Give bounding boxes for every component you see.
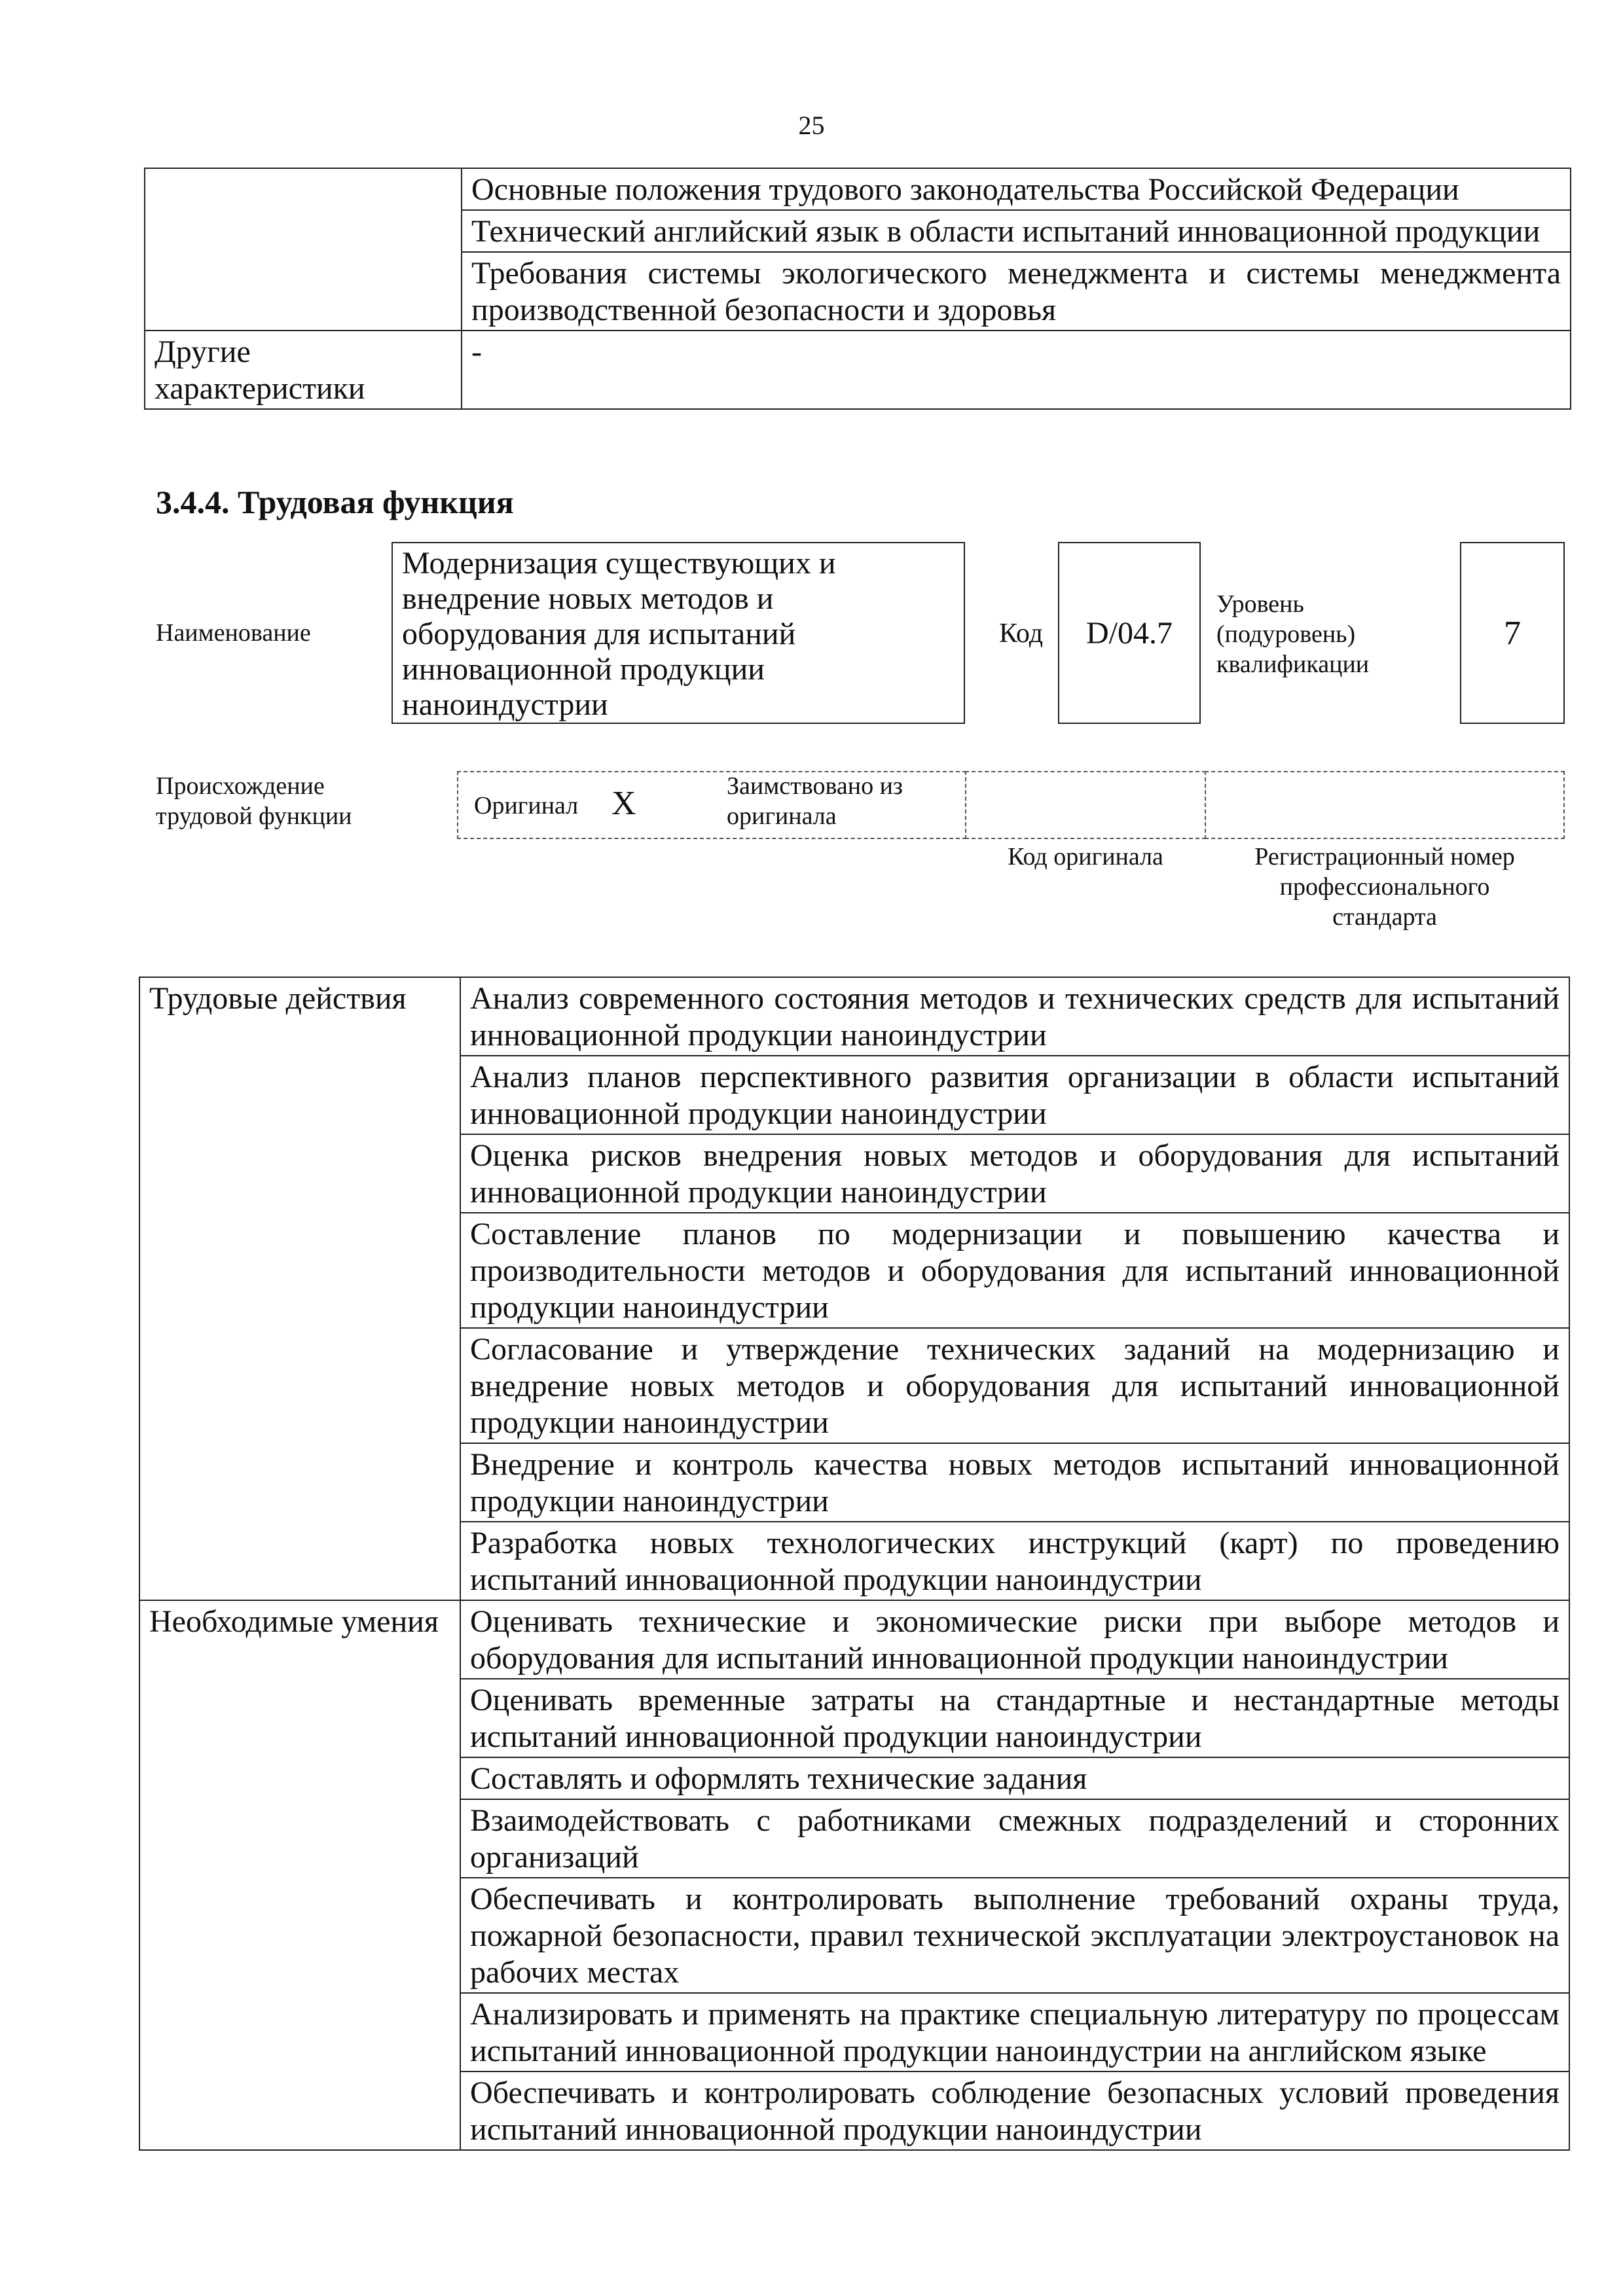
name-value: Модернизация существующих и внедрение новых методов и оборудования для испытаний инновационной продукции наноиндустрии [402,546,836,722]
skill-item: Обеспечивать и контролировать выполнение требований охраны труда, пожарной безопасности, правил технической эксплуатации электроустановок на рабочих местах [460,1878,1569,1993]
original-code-caption: Код оригинала [1008,843,1163,870]
name-value-box [392,542,965,724]
labor-action-item: Оценка рисков внедрения новых методов и оборудования для испытаний инновационной продукции наноиндустрии [460,1134,1569,1213]
labor-action-item: Составление планов по модернизации и повышению качества и производительности методов и оборудования для испытаний инновационной продукции наноиндустрии [460,1213,1569,1328]
code-label: Код [999,619,1044,649]
skill-item: Обеспечивать и контролировать соблюдение безопасных условий проведения испытаний инновационной продукции наноиндустрии [460,2072,1569,2150]
reg-number-caption: Регистрационный номер профессионального стандарта [1254,843,1515,931]
skill-item: Составлять и оформлять технические задания [460,1757,1569,1799]
origin-label: Происхождение трудовой функции [156,772,352,830]
borrowed-label: Заимствовано из оригинала [727,772,903,830]
labor-action-item: Согласование и утверждение технических заданий на модернизацию и внедрение новых методов и оборудования для испытаний инновационной продукции наноиндустрии [460,1328,1569,1443]
knowledge-item: Требования системы экологического менеджмента и системы менеджмента производственной безопасности и здоровья [462,252,1571,331]
skill-item: Оценивать технические и экономические риски при выборе методов и оборудования для испытаний инновационной продукции наноиндустрии [460,1600,1569,1679]
code-value-box [1058,542,1201,724]
name-label: Наименование [156,619,311,647]
reg-number-box [1205,771,1565,839]
skill-item: Оценивать временные затраты на стандартные и нестандартные методы испытаний инновационной продукции наноиндустрии [460,1679,1569,1757]
skill-item: Анализировать и применять на практике специальную литературу по процессам испытаний инновационной продукции наноиндустрии на английском языке [460,1993,1569,2072]
knowledge-item: Технический английский язык в области испытаний инновационной продукции [462,210,1571,252]
original-code-box [965,771,1206,839]
code-value: D/04.7 [1086,615,1173,651]
original-label: Оригинал [474,792,579,819]
labor-actions-label: Трудовые действия [139,977,460,1600]
level-value-box [1460,542,1565,724]
other-characteristics-value: - [462,331,1571,409]
labor-action-item: Анализ планов перспективного развития организации в области испытаний инновационной продукции наноиндустрии [460,1056,1569,1134]
other-characteristics-label: Другие характеристики [145,331,462,409]
skill-item: Взаимодействовать с работниками смежных подразделений и сторонних организаций [460,1799,1569,1878]
knowledge-table [144,168,1571,410]
level-value: 7 [1504,614,1521,652]
labor-action-item: Разработка новых технологических инструкций (карт) по проведению испытаний инновационной продукции наноиндустрии [460,1522,1569,1600]
original-mark: X [611,785,636,822]
page-number: 25 [798,111,825,140]
labor-action-item: Внедрение и контроль качества новых методов испытаний инновационной продукции наноиндустрии [460,1443,1569,1522]
labor-action-item: Анализ современного состояния методов и технических средств для испытаний инновационной продукции наноиндустрии [460,977,1569,1056]
knowledge-label-cell [145,168,462,331]
level-label: Уровень (подуровень) квалификации [1216,590,1370,678]
skills-label: Необходимые умения [139,1600,460,2150]
function-table [139,977,1570,2151]
section-title: 3.4.4. Трудовая функция [156,484,514,520]
knowledge-item: Основные положения трудового законодательства Российской Федерации [462,168,1571,210]
